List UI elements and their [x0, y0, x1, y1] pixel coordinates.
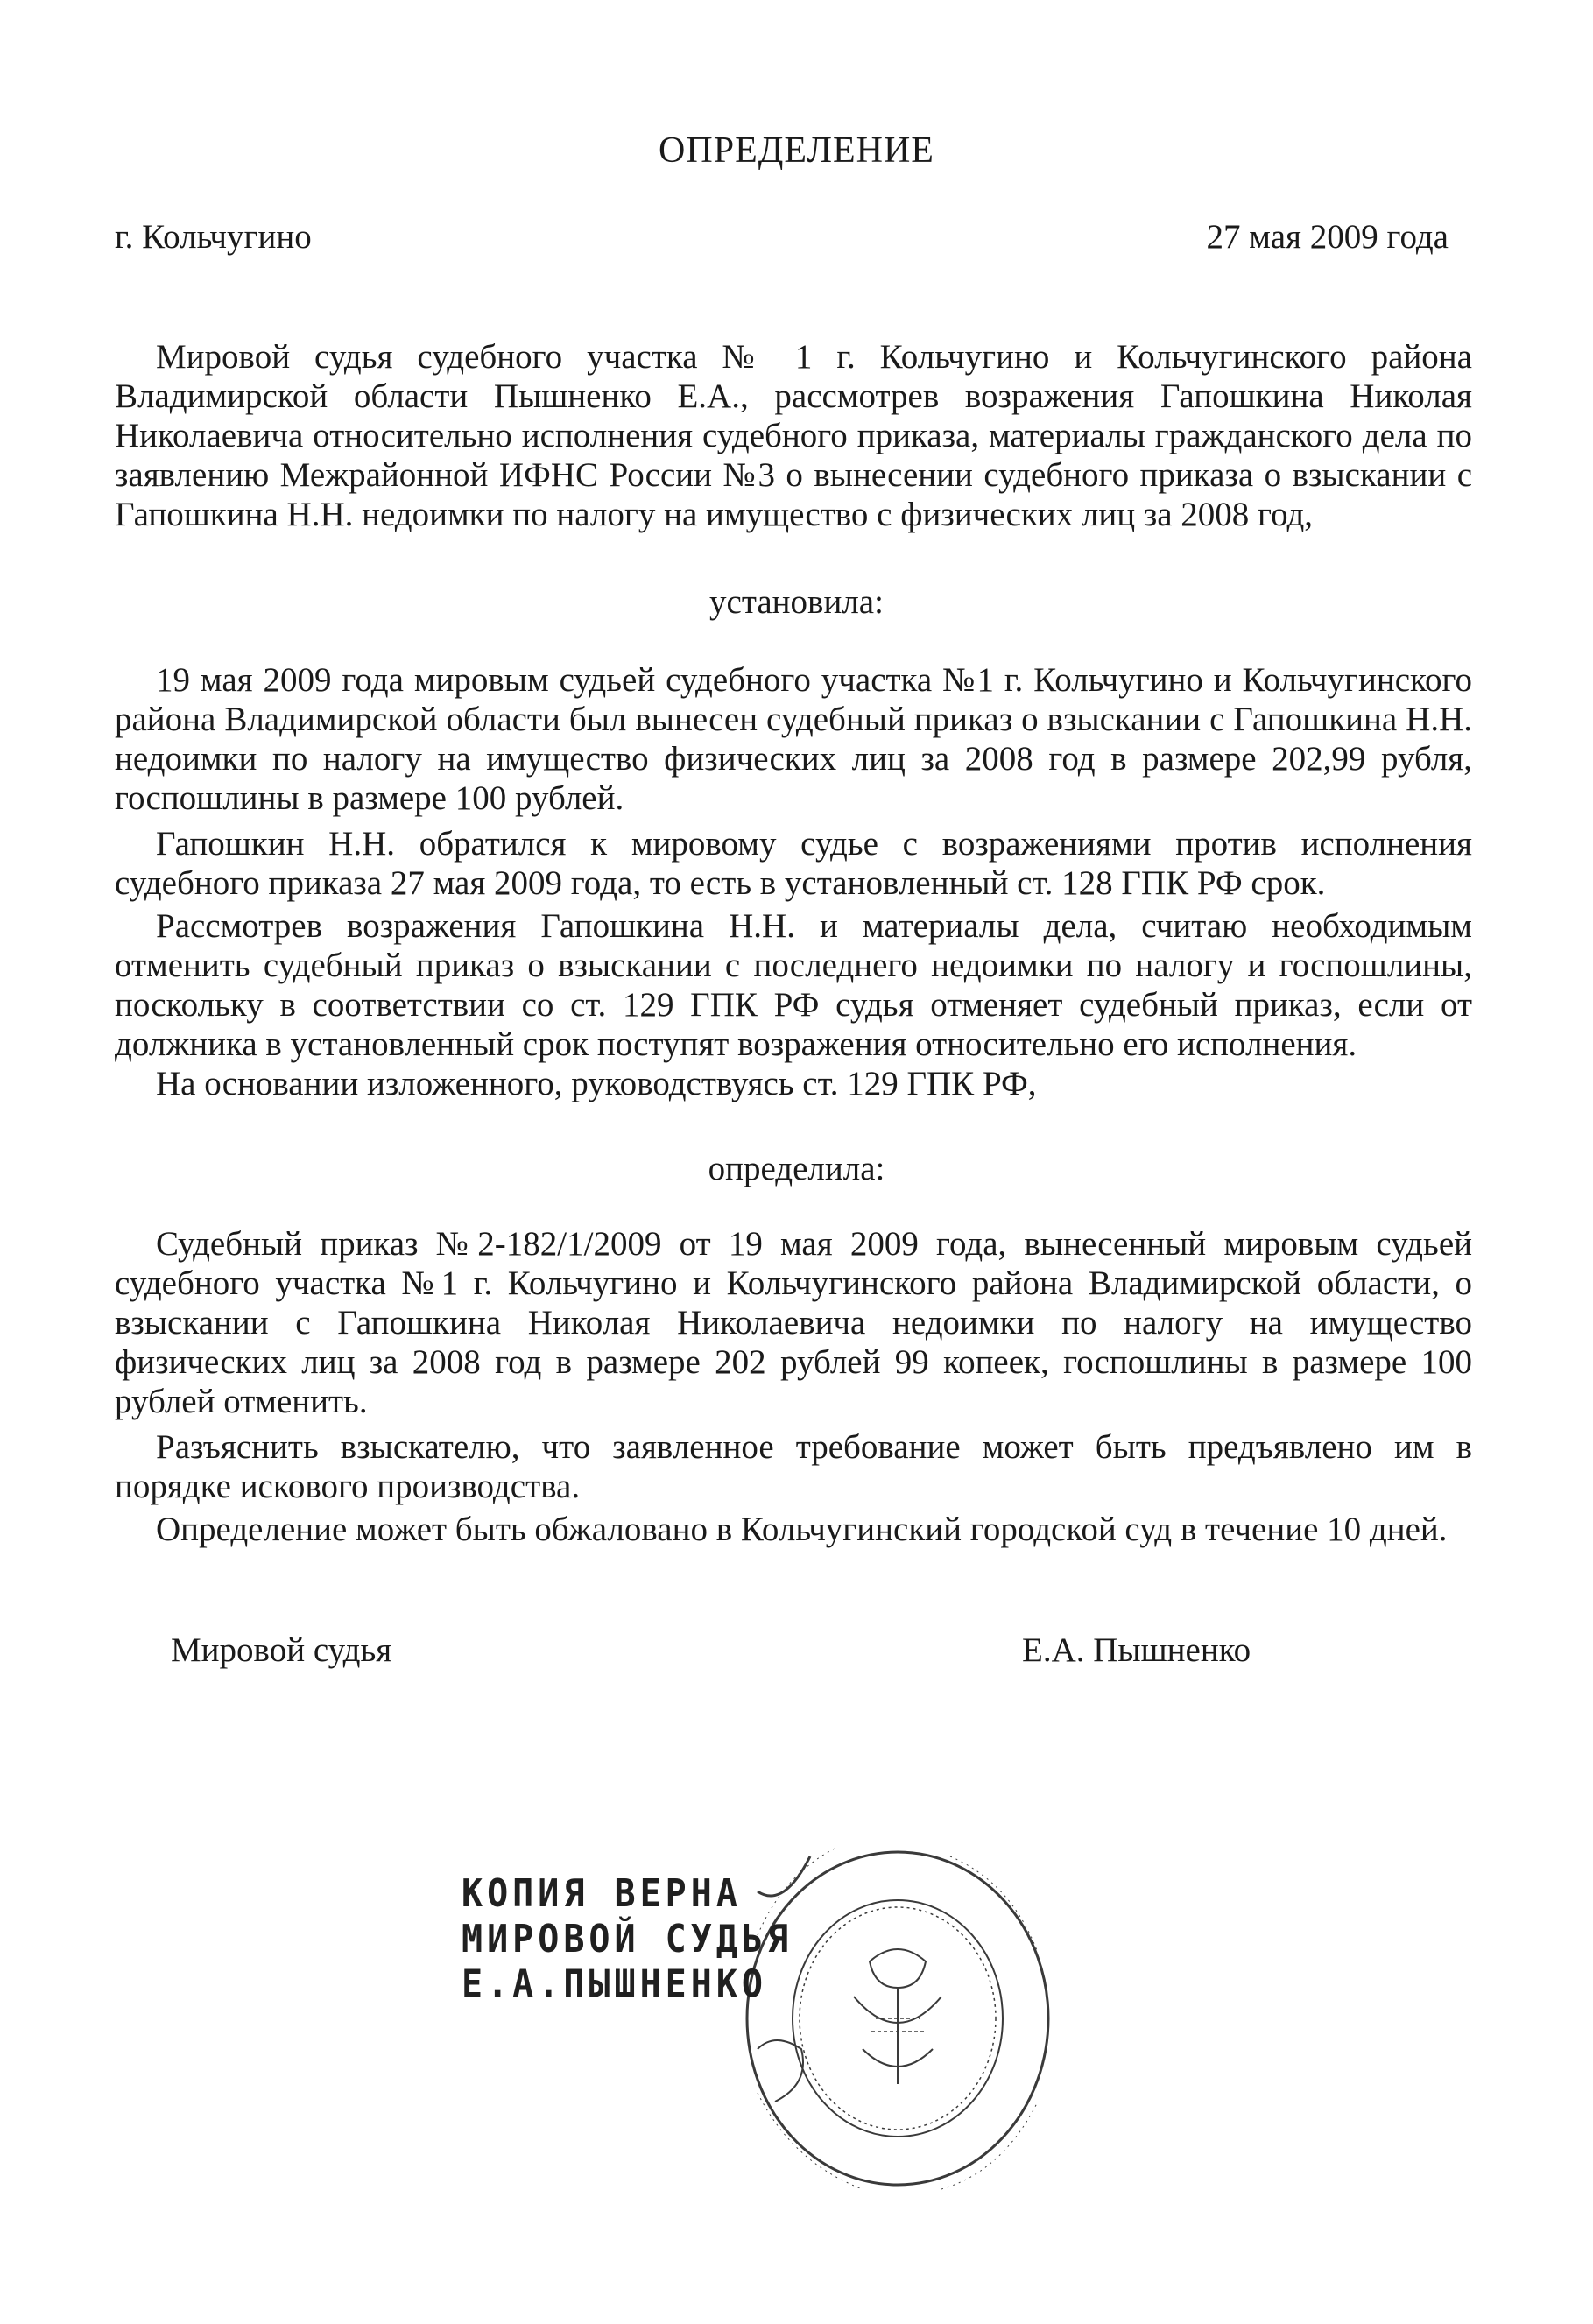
established-paragraph-1: 19 мая 2009 года мировым судьей судебного участка №1 г. Кольчугино и Кольчугинского района Владимирской области был вынесен судебный приказ о взыскании с Гапошкина Н.Н. недоимки по налогу на имущество физических лиц за 2008 год в размере 202,99 рубля, госпошлины в размере 100 рублей.	[115, 661, 1472, 817]
ruling-paragraph-2: Разъяснить взыскателю, что заявленное требование может быть предъявлено им в порядке искового производства.	[115, 1428, 1472, 1505]
document-title: ОПРЕДЕЛЕНИЕ	[659, 130, 934, 171]
stamp-line-2: МИРОВОЙ СУДЬЯ	[462, 1917, 793, 1961]
established-paragraph-3: Рассмотрев возражения Гапошкина Н.Н. и материалы дела, считаю необходимым отменить судебный приказ о взыскании с последнего недоимки по налогу и госпошлины, поскольку в соответствии со ст. 129 ГПК РФ судья отменяет судебный приказ, если от должника в установленный срок поступят возражения относительно его исполнения.	[115, 907, 1472, 1063]
established-paragraph-4: На основании изложенного, руководствуясь ст. 129 ГПК РФ,	[156, 1065, 1037, 1102]
stamp-line-3: Е.А.ПЫШНЕНКО	[462, 1962, 767, 2007]
intro-paragraph: Мировой судья судебного участка № 1 г. Кольчугино и Кольчугинского района Владимирской области Пышненко Е.А., рассмотрев возражения Гапошкина Николая Николаевича относительно исполнения судебного приказа, материалы гражданского дела по заявлению Межрайонной ИФНС России №3 о вынесении судебного приказа о взыскании с Гапошкина Н.Н. недоимки по налогу на имущество с физических лиц за 2008 год,	[115, 338, 1472, 533]
ruling-paragraph-1: Судебный приказ №2-182/1/2009 от 19 мая 2009 года, вынесенный мировым судьей судебного участка №1 г. Кольчугино и Кольчугинского района Владимирской области, о взыскании с Гапошкина Николая Николаевича недоимки по налогу на имущество физических лиц за 2008 год в размере 202 рублей 99 копеек, госпошлины в размере 100 рублей отменить.	[115, 1225, 1472, 1420]
document-date: 27 мая 2009 года	[1206, 218, 1449, 256]
copy-certified-stamp	[462, 1871, 793, 2008]
ruling-paragraph-3: Определение может быть обжаловано в Кольчугинский городской суд в течение 10 дней.	[156, 1511, 1448, 1548]
signature-name: Е.А. Пышненко	[1022, 1631, 1251, 1669]
stamp-line-1: КОПИЯ ВЕРНА	[462, 1872, 742, 1916]
heading-ruled: определила:	[708, 1150, 885, 1187]
signature-role: Мировой судья	[171, 1631, 392, 1669]
document-city: г. Кольчугино	[115, 218, 312, 256]
established-paragraph-2: Гапошкин Н.Н. обратился к мировому судье с возражениями против исполнения судебного приказа 27 мая 2009 года, то есть в установленный ст. 128 ГПК РФ срок.	[115, 825, 1472, 902]
heading-established: установила:	[709, 583, 884, 621]
